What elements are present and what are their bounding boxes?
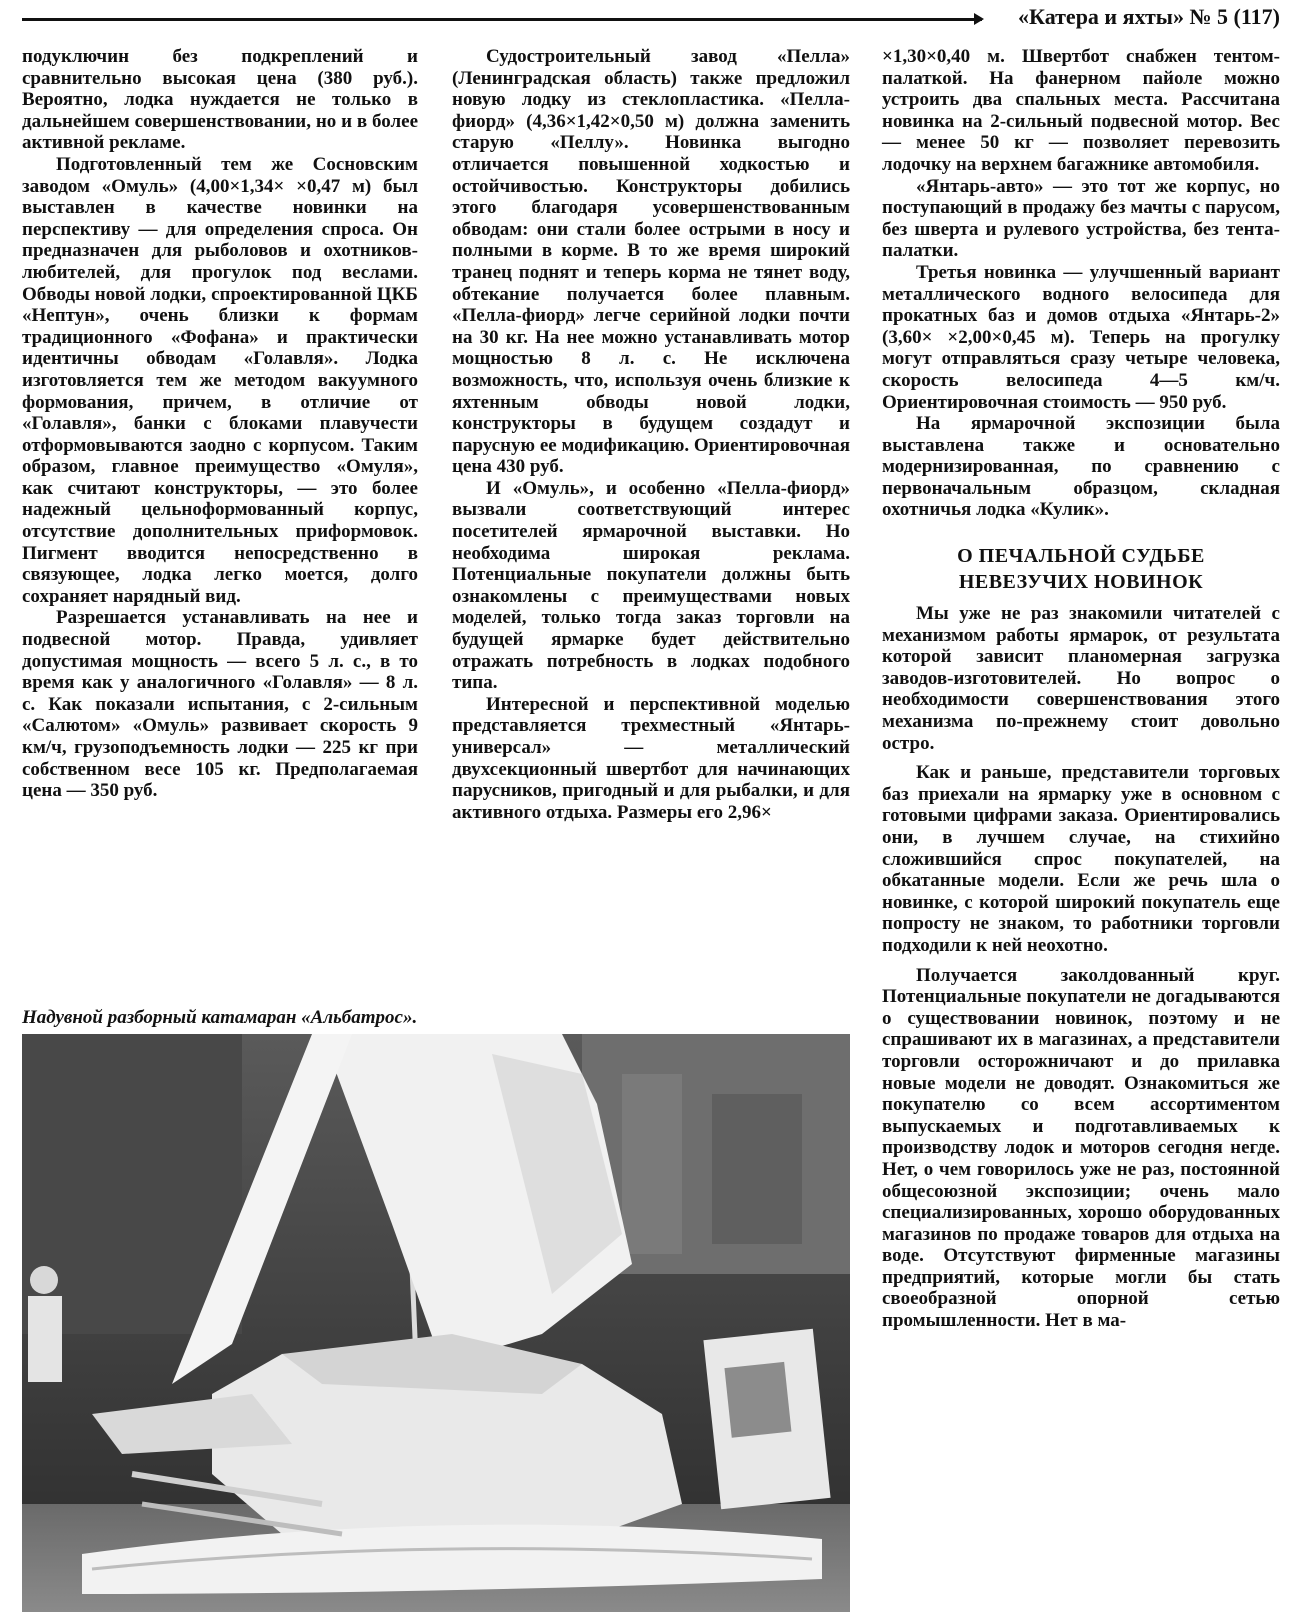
paragraph: ×1,30×0,40 м. Швертбот снабжен тентом-палаткой. На фанерном пайоле можно устроить два спальных места. Рассчитана новинка на 2-сильный подвесной мотор. Вес — менее 50 кг — позволяет перевозить лодочку на верхнем багажнике автомобиля.: [882, 46, 1280, 175]
section-heading-line: О ПЕЧАЛЬНОЙ СУДЬБЕ: [957, 545, 1205, 568]
page-header: [22, 4, 1280, 36]
paragraph: «Янтарь-авто» — это тот же корпус, но поступающий в продажу без мачты с парусом, без шверта и рулевого устройства, без тента-палатки.: [882, 175, 1280, 262]
journal-title: «Катера и яхты» № 5 (117): [1018, 4, 1280, 29]
section-heading-line: НЕВЕЗУЧИХ НОВИНОК: [958, 571, 1204, 594]
paragraph: Получается заколдованный круг. Потенциальные покупатели не догадываются о существовании новинок, поэтому и не спрашивают их в магазинах, а представители торговли осторожничают и до прилавка новые модели не доводят. Ознакомиться же покупателю со всем ассортиментом выпускаемых и подготавливаемых к производству лодок и моторов сегодня негде. Нет, о чем говорилось уже не раз, постоянной общесоюзной экспозиции; очень мало специализированных, хорошо оборудованных магазинов по продаже товаров для отдыха на воде. Отсутствуют фирменные магазины предприятий, которые могли бы стать своеобразной опорной сетью промышленности. Нет в ма-: [882, 964, 1280, 1332]
paragraph: На ярмарочной экспозиции была выставлена также и основательно модернизированная, по сравнению с первоначальным образцом, складная охотничья лодка «Кулик».: [882, 413, 1280, 521]
catamaran-photo-illustration: [22, 1034, 850, 1612]
photo-caption: Надувной разборный катамаран «Альбатрос».: [22, 1007, 418, 1028]
paragraph: Интересной и перспективной моделью представляется трехместный «Янтарь-универсал» — металлический двухсекционный швертбот для начинающих парусников, пригодный и для рыбалки, и для активного отдыха. Размеры его 2,96×: [452, 693, 850, 823]
header-rule-arrow: [974, 13, 984, 25]
section-heading: [882, 543, 1280, 595]
catamaran-photo: [22, 1034, 850, 1612]
paragraph: Как и раньше, представители торговых баз приехали на ярмарку уже в основном с готовыми цифрами заказа. Ориентировались они, в лучшем случае, на стихийно сложившийся спрос покупателей, на обкатанные модели. Если же речь шла о новинке, с которой широкий покупатель еще попросту не знаком, то работники торговли подходили к ней неохотно.: [882, 762, 1280, 956]
header-rule: [22, 18, 982, 21]
paragraph: Мы уже не раз знакомили читателей с механизмом работы ярмарок, от результата которой зависит планомерная загрузка заводов-изготовителей. Но вопрос о необходимости совершенствования этого механизма по-прежнему стоит довольно остро.: [882, 603, 1280, 754]
paragraph: И «Омуль», и особенно «Пелла-фиорд» вызвали соответствующий интерес посетителей ярмарочной выставки. Но необходима широкая реклама. Потенциальные покупатели должны быть ознакомлены с преимуществами новых моделей, только тогда заказ торговли на будущей ярмарке будет действительно отражать потребность в лодках подобного типа.: [452, 477, 850, 694]
paragraph: Разрешается устанавливать на нее и подвесной мотор. Правда, удивляет допустимая мощность — всего 5 л. с., в то время как у аналогичного «Голавля» — 8 л. с. Как показали испытания, с 2-сильным «Салютом» «Омуль» развивает скорость 9 км/ч, грузоподъемность лодки — 225 кг при собственном весе 105 кг. Предполагаемая цена — 350 руб.: [22, 607, 418, 802]
paragraph: Подготовленный тем же Сосновским заводом «Омуль» (4,00×1,34× ×0,47 м) был выставлен в качестве новинки на перспективу — для определения спроса. Он предназначен для рыболовов и охотников-любителей, для прогулок под веслами. Обводы новой лодки, спроектированной ЦКБ «Нептун», очень близки к формам традиционного «Фофана» и практически идентичны обводам «Голавля». Лодка изготовляется тем же методом вакуумного формования, причем, в отличие от «Голавля», банки с блоками плавучести отформовываются заодно с корпусом. Таким образом, главное преимущество «Омуля», как считают конструкторы, — это более надежный цельноформованный корпус, отсутствие дополнительных приформовок. Пигмент вводится непосредственно в связующее, лодка легко моется, долго сохраняет нарядный вид.: [22, 153, 418, 607]
text-column-2: [452, 46, 850, 823]
paragraph: подуключин без подкреплений и сравнительно высокая цена (380 руб.). Вероятно, лодка нуждается не только в дальнейшем совершенствовании, но и в более активной рекламе.: [22, 46, 418, 154]
paragraph: Третья новинка — улучшенный вариант металлического водного велосипеда для прокатных баз и домов отдыха «Янтарь-2» (3,60× ×2,00×0,45 м). Теперь на прогулку могут отправляться сразу четыре человека, скорость велосипеда 4—5 км/ч. Ориентировочная стоимость — 950 руб.: [882, 261, 1280, 413]
text-column-3: [882, 46, 1280, 1332]
text-column-1: [22, 46, 418, 802]
paragraph: Судостроительный завод «Пелла» (Ленинградская область) также предложил новую лодку из стеклопластика. «Пелла-фиорд» (4,36×1,42×0,50 м) должна заменить старую «Пеллу». Новинка выгодно отличается повышенной ходкостью и остойчивостью. Конструкторы добились этого благодаря усовершенствованным обводам: они стали более острыми в носу и полными в корме. В то же время широкий транец поднят и теперь корма не тянет воду, обтекание получается более плавным. «Пелла-фиорд» легче серийной лодки почти на 30 кг. На нее можно устанавливать мотор мощностью 8 л. с. Не исключена возможность, что, используя очень близкие к яхтенным обводы новой лодки, конструкторы в будущем создадут и парусную ее модификацию. Ориентировочная цена 430 руб.: [452, 46, 850, 478]
